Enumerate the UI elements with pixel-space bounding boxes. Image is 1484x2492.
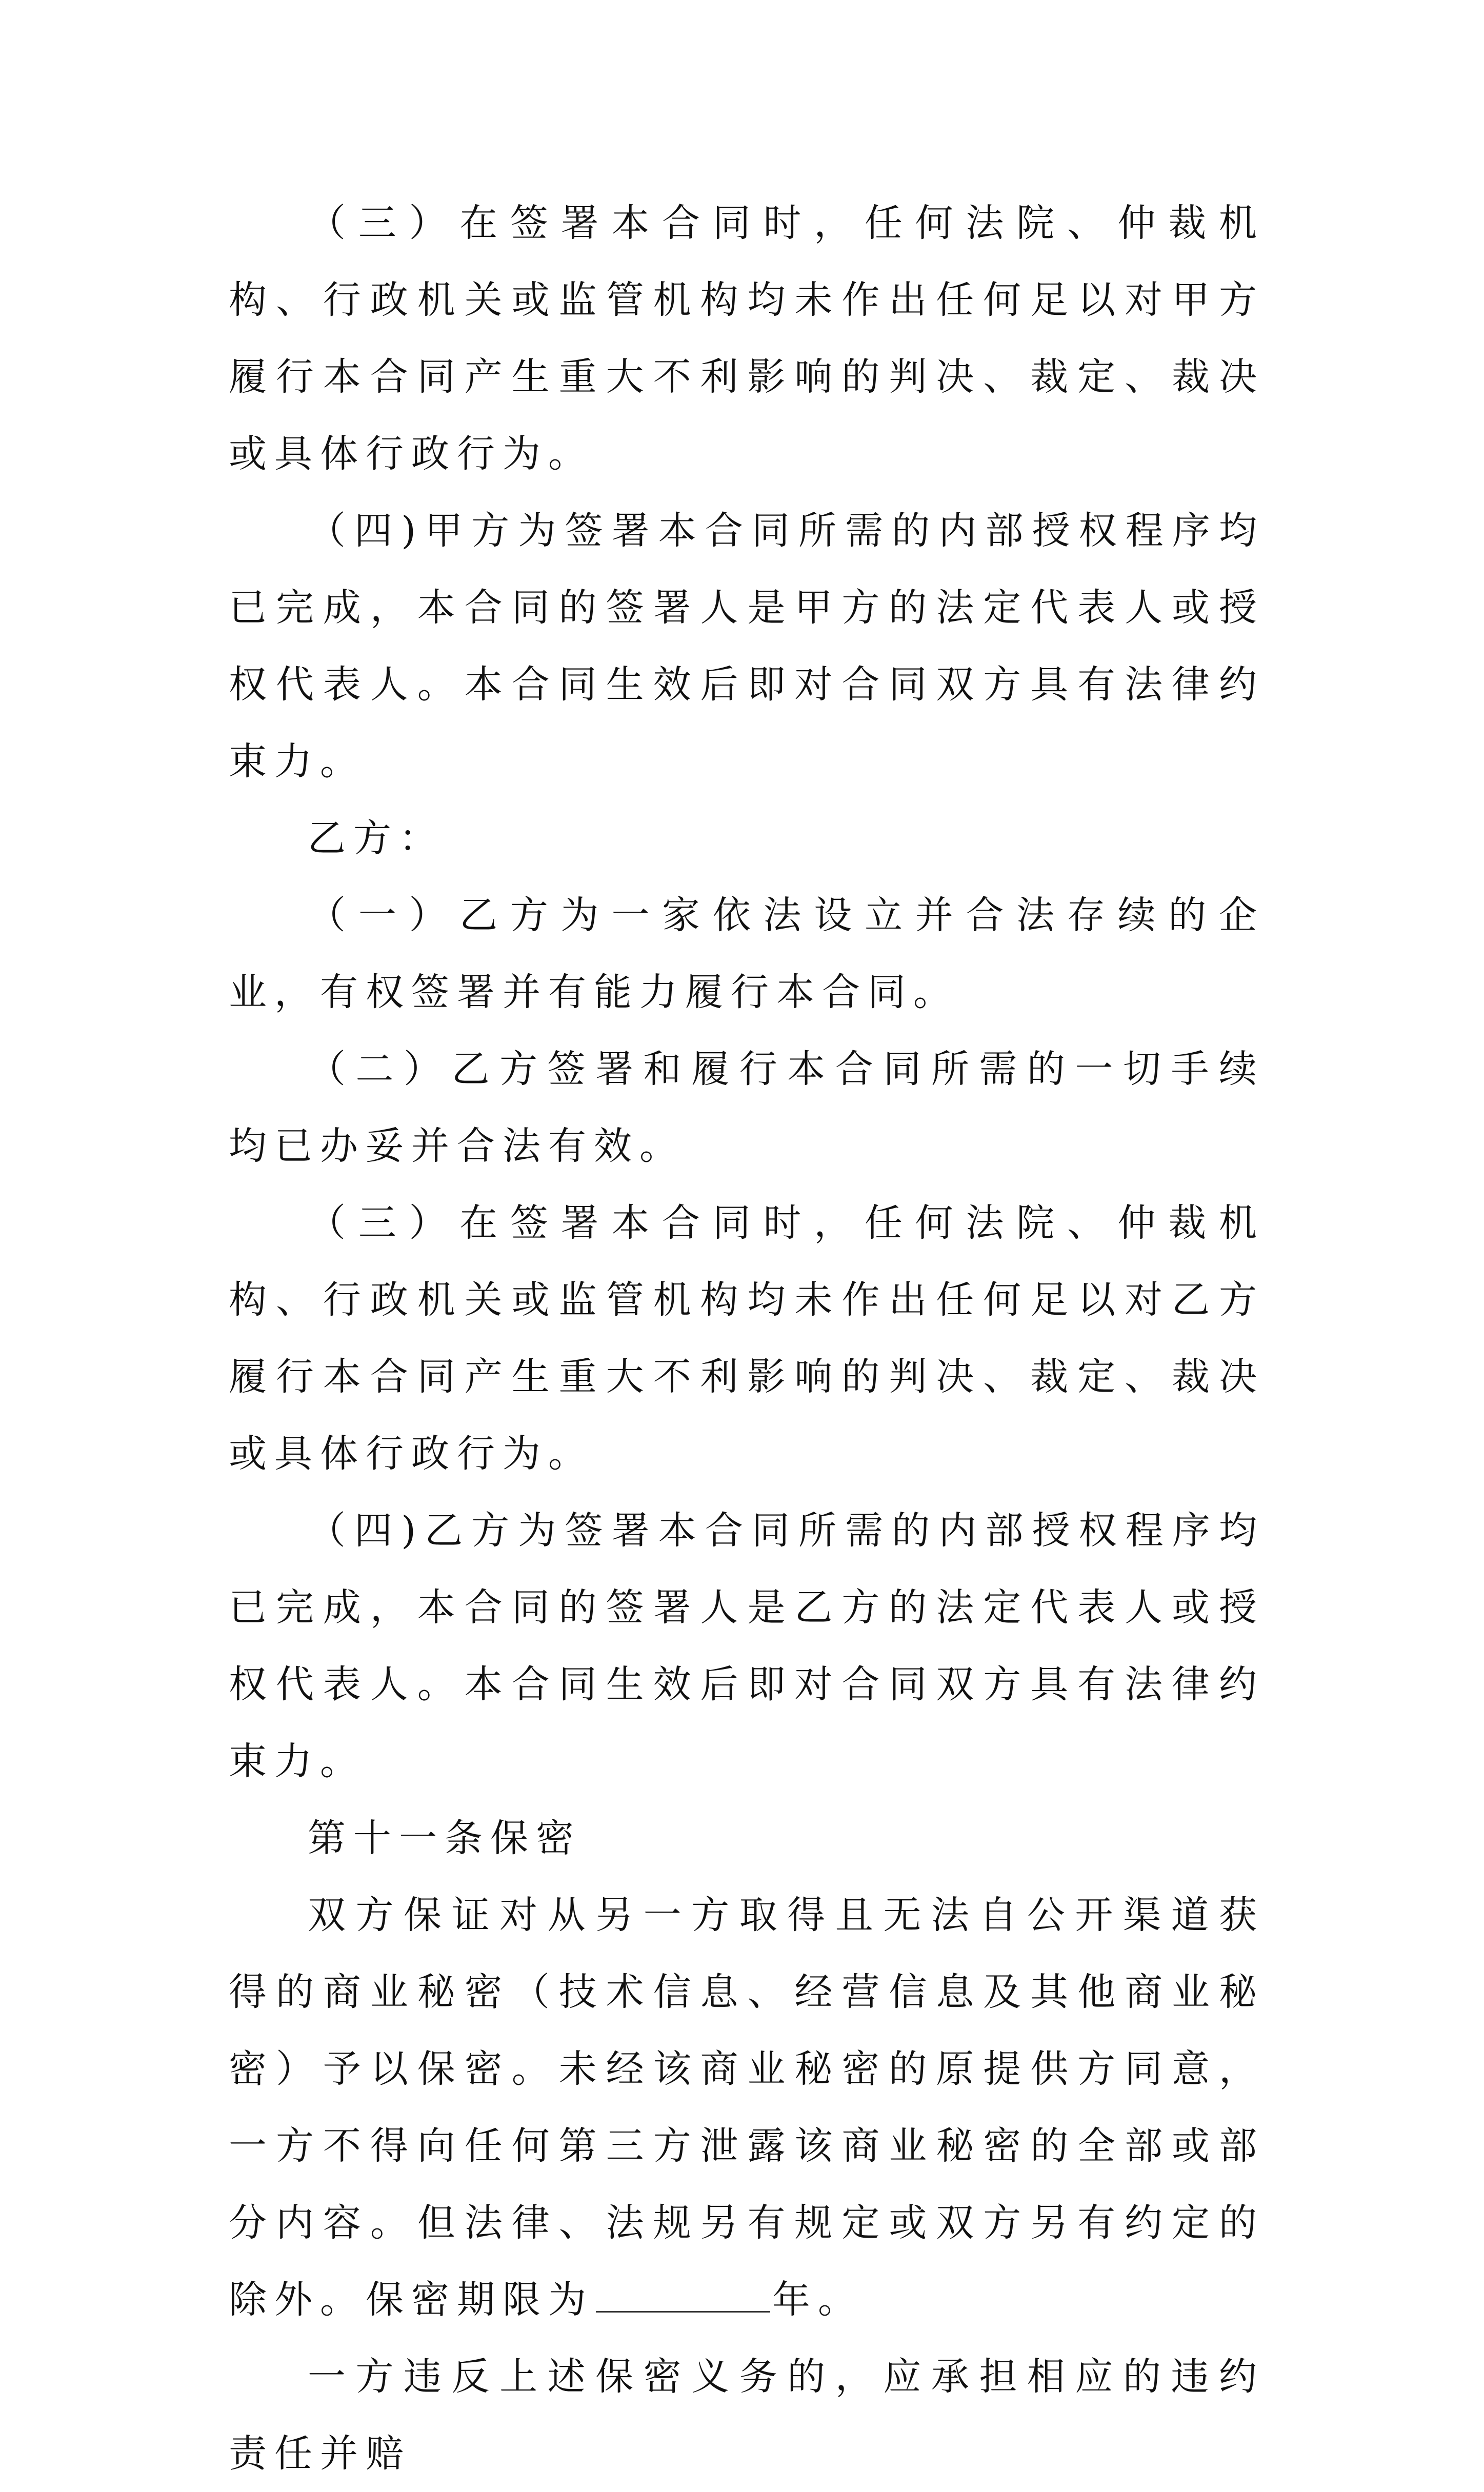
document-body (229, 185, 1265, 2492)
confidentiality-text-end: 年。 (772, 2278, 864, 2322)
article-11-heading: 第十一条保密 (308, 1816, 581, 1860)
breach-paragraph: 一方违反上述保密义务的，应承担相应的违约责任并赔 (229, 2355, 1265, 2476)
party-b-heading: 乙方： (308, 816, 445, 860)
party-a-clause-4: （四)甲方为签署本合同所需的内部授权程序均已完成，本合同的签署人是甲方的法定代表人或授权代表人。本合同生效后即对合同双方具有法律约束力。 (229, 509, 1265, 783)
party-a-clause-3: （三）在签署本合同时，任何法院、仲裁机构、行政机关或监管机构均未作出任何足以对甲方履行本合同产生重大不利影响的判决、裁定、裁决或具体行政行为。 (229, 201, 1265, 476)
party-b-clause-2: （二）乙方签署和履行本合同所需的一切手续均已办妥并合法有效。 (229, 1047, 1265, 1168)
confidentiality-text: 双方保证对从另一方取得且无法自公开渠道获得的商业秘密（技术信息、经营信息及其他商业秘密）予以保密。未经该商业秘密的原提供方同意，一方不得向任何第三方泄露该商业秘密的全部或部分内容。但法律、法规另有规定或双方另有约定的除外。保密期限为 (229, 1893, 1265, 2322)
confidentiality-paragraph (229, 1877, 1265, 2338)
party-b-clause-1: （一）乙方为一家依法设立并合法存续的企业，有权签署并有能力履行本合同。 (229, 893, 1265, 1014)
party-b-clause-4: （四)乙方为签署本合同所需的内部授权程序均已完成，本合同的签署人是乙方的法定代表人或授权代表人。本合同生效后即对合同双方具有法律约束力。 (229, 1509, 1265, 1783)
confidentiality-term-blank (596, 2310, 770, 2313)
party-b-clause-3: （三）在签署本合同时，任何法院、仲裁机构、行政机关或监管机构均未作出任何足以对乙方履行本合同产生重大不利影响的判决、裁定、裁决或具体行政行为。 (229, 1201, 1265, 1476)
